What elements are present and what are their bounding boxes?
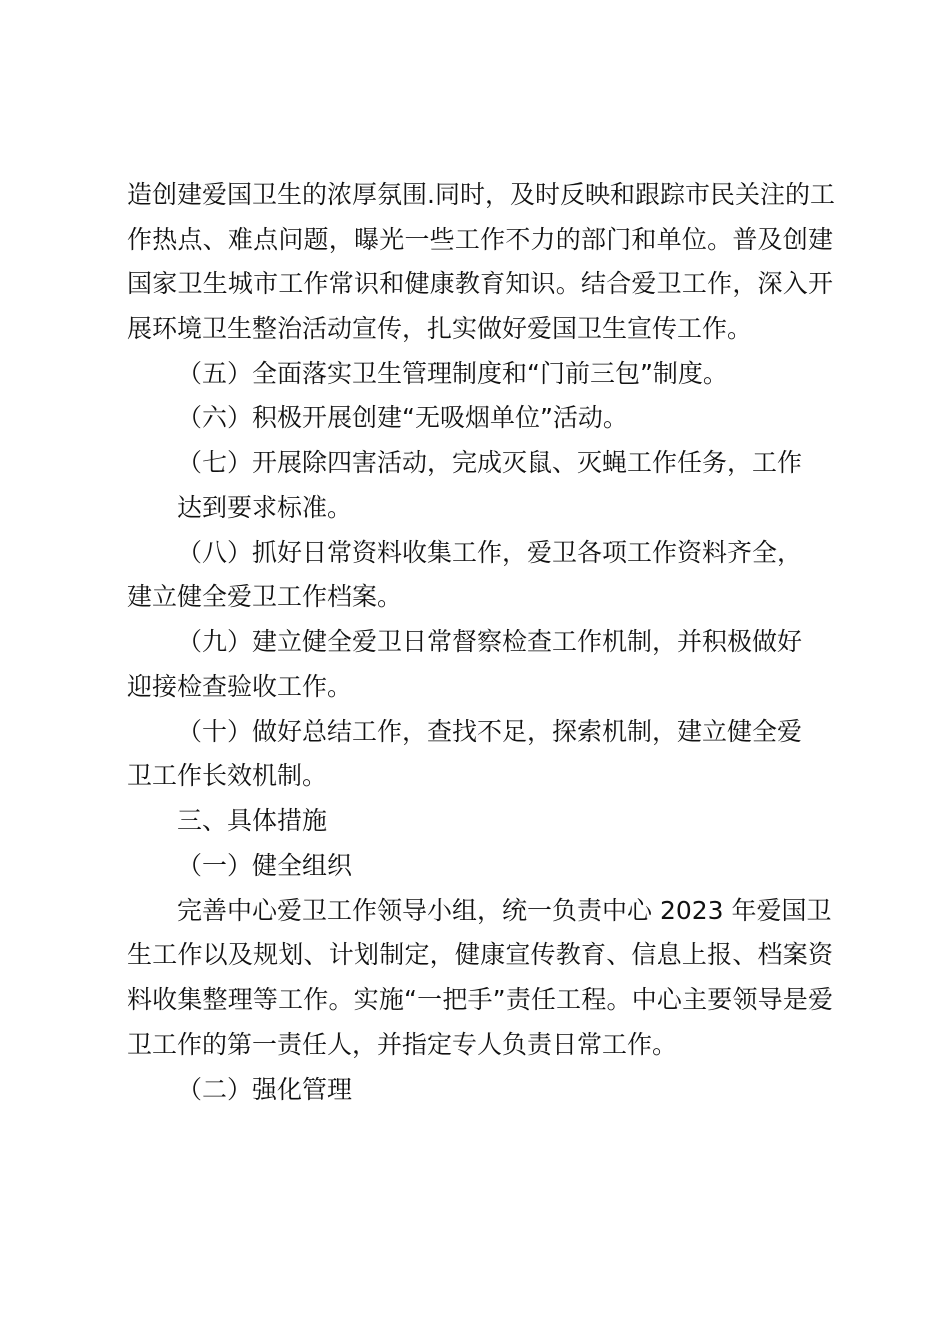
list-item-eight-continued: 建立健全爱卫工作档案。	[127, 582, 403, 611]
list-item-six: （六）积极开展创建“无吸烟单位”活动。	[177, 403, 628, 432]
subsection-heading-one: （一）健全组织	[177, 851, 353, 880]
paragraph-line: 造创建爱国卫生的浓厚氛围.同时，及时反映和跟踪市民关注的工	[127, 180, 835, 209]
list-item-ten: （十）做好总结工作，查找不足，探索机制，建立健全爱	[177, 717, 803, 746]
paragraph-line: 作热点、难点问题，曝光一些工作不力的部门和单位。普及创建	[127, 225, 833, 254]
list-item-seven-continued: 达到要求标准。	[177, 493, 353, 522]
section-heading: 三、具体措施	[177, 806, 328, 835]
paragraph-line: 生工作以及规划、计划制定，健康宣传教育、信息上报、档案资	[127, 940, 833, 969]
paragraph-line: 国家卫生城市工作常识和健康教育知识。结合爱卫工作，深入开	[127, 269, 833, 298]
list-item-seven: （七）开展除四害活动，完成灭鼠、灭蝇工作任务，工作	[177, 448, 803, 477]
list-item-eight: （八）抓好日常资料收集工作，爱卫各项工作资料齐全，	[177, 538, 803, 567]
list-item-nine-continued: 迎接检查验收工作。	[127, 672, 353, 701]
paragraph-line: 料收集整理等工作。实施“一把手”责任工程。中心主要领导是爱	[127, 985, 833, 1014]
list-item-ten-continued: 卫工作长效机制。	[127, 761, 328, 790]
subsection-heading-two: （二）强化管理	[177, 1075, 353, 1104]
paragraph-line: 展环境卫生整治活动宣传，扎实做好爱国卫生宣传工作。	[127, 314, 753, 343]
list-item-five: （五）全面落实卫生管理制度和“门前三包”制度。	[177, 359, 728, 388]
paragraph-line: 完善中心爱卫工作领导小组，统一负责中心 2023 年爱国卫	[177, 896, 832, 925]
list-item-nine: （九）建立健全爱卫日常督察检查工作机制，并积极做好	[177, 627, 803, 656]
paragraph-line: 卫工作的第一责任人，并指定专人负责日常工作。	[127, 1030, 678, 1059]
